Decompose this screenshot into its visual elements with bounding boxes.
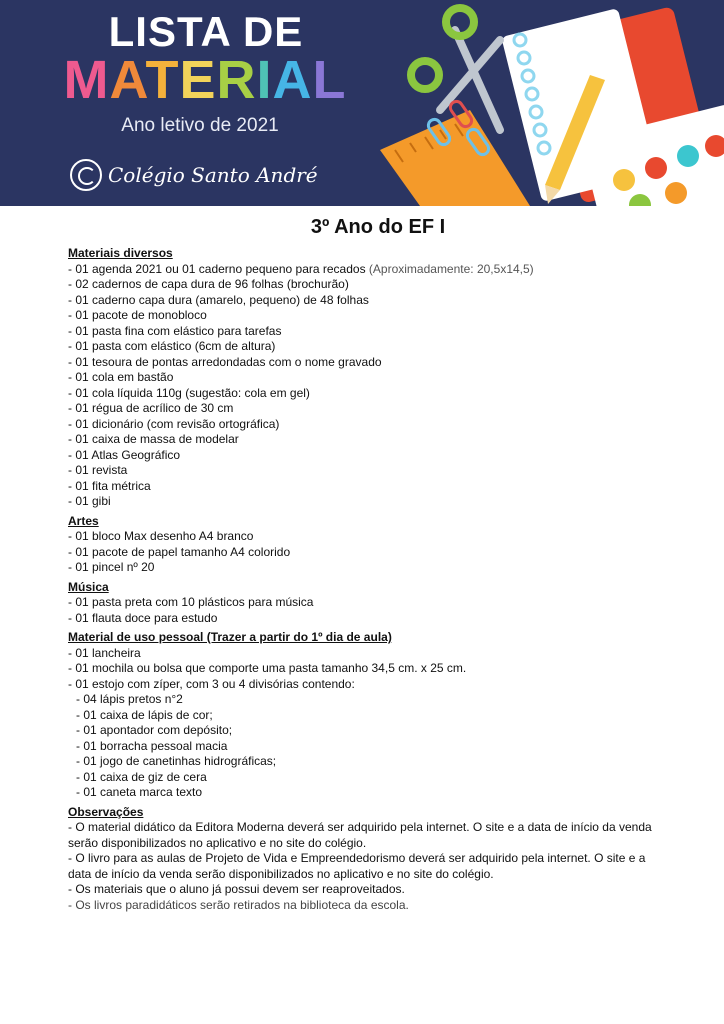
observation-item: - O material didático da Editora Moderna deverá ser adquirido pela internet. O site e a data de início da venda serão disponibilizados no aplicativo e no site do colégio. [68, 820, 652, 850]
observation-item: - Os livros paradidáticos serão retirados na biblioteca da escola. [68, 897, 409, 912]
list-item: - 01 pasta com elástico (6cm de altura) [68, 339, 276, 353]
list-item: - 01 pasta fina com elástico para tarefas [68, 323, 282, 338]
list-subitem: - 01 borracha pessoal macia [76, 738, 228, 753]
banner-title-line2: MATERIAL [63, 50, 347, 110]
ruler-icon [380, 110, 530, 206]
list-item: - 01 dicionário (com revisão ortográfica) [68, 416, 280, 431]
header-banner [0, 0, 724, 206]
school-name: Colégio Santo André [108, 163, 318, 187]
list-item: - 01 estojo com zíper, com 3 ou 4 divisórias contendo: [68, 676, 355, 691]
observation-item: - Os materiais que o aluno já possui devem ser reaproveitados. [68, 882, 405, 896]
banner-title-line1: LISTA DE [108, 8, 304, 55]
list-item: - 01 pincel nº 20 [68, 560, 155, 574]
list-item: - 01 pacote de papel tamanho A4 colorido [68, 544, 291, 559]
list-item: - 01 revista [68, 463, 128, 477]
section-title-observacoes: Observações [68, 804, 144, 819]
scissors-icon [411, 8, 500, 130]
section-title-diversos: Materiais diversos [68, 246, 173, 260]
list-item: - 01 régua de acrílico de 30 cm [68, 401, 234, 415]
observation-item: - O livro para as aulas de Projeto de Vida e Empreendedorismo deverá ser adquirido pela internet. O site e a data de início da venda serão disponibilizados no aplicativo e no site do colégio. [68, 851, 646, 881]
agenda-size-note: (Aproximadamente: 20,5x14,5) [365, 261, 534, 276]
material-list [68, 212, 668, 913]
list-item: - 01 cola em bastão [68, 370, 174, 384]
list-pessoal [68, 646, 668, 801]
list-item: - 01 fita métrica [68, 478, 151, 493]
list-subitem: - 01 caneta marca texto [76, 785, 203, 799]
list-subitem: - 04 lápis pretos n°2 [76, 692, 183, 706]
list-musica [68, 595, 668, 626]
list-item: - 01 tesoura de pontas arredondadas com o nome gravado [68, 354, 382, 369]
school-logo [70, 158, 318, 192]
banner-subtitle: Ano letivo de 2021 [121, 115, 279, 136]
list-subitem: - 01 caixa de lápis de cor; [76, 707, 213, 722]
page-title: 3º Ano do EF I [310, 216, 446, 238]
list-observacoes [68, 820, 668, 913]
list-diversos [68, 262, 668, 510]
list-item: - 01 bloco Max desenho A4 branco [68, 529, 254, 543]
list-item: - 01 Atlas Geográfico [68, 447, 181, 462]
list-item: - 01 pacote de monobloco [68, 308, 207, 322]
list-subitem: - 01 apontador com depósito; [76, 723, 233, 737]
list-item: - 01 pasta preta com 10 plásticos para música [68, 595, 314, 609]
list-item: - 02 cadernos de capa dura de 96 folhas (brochurão) [68, 277, 349, 291]
list-item: - 01 caixa de massa de modelar [68, 432, 239, 446]
swirl-logo-icon [70, 159, 102, 191]
list-item: - 01 gibi [68, 494, 111, 508]
section-title-artes: Artes [68, 513, 99, 528]
list-artes [68, 529, 668, 576]
section-title-pessoal: Material de uso pessoal (Trazer a partir do 1º dia de aula) [68, 630, 392, 644]
list-subitem: - 01 jogo de canetinhas hidrográficas; [76, 754, 277, 768]
list-subitem: - 01 caixa de giz de cera [76, 769, 207, 784]
list-item: - 01 caderno capa dura (amarelo, pequeno) de 48 folhas [68, 292, 369, 307]
list-item: - 01 flauta doce para estudo [68, 610, 218, 625]
list-item: - 01 agenda 2021 ou 01 caderno pequeno para recados (Aproximadamente: 20,5x14,5) [68, 261, 534, 276]
list-item: - 01 mochila ou bolsa que comporte uma pasta tamanho 34,5 cm. x 25 cm. [68, 661, 467, 675]
list-item: - 01 lancheira [68, 645, 141, 660]
list-item: - 01 cola líquida 110g (sugestão: cola em gel) [68, 385, 310, 400]
section-title-musica: Música [68, 579, 109, 594]
